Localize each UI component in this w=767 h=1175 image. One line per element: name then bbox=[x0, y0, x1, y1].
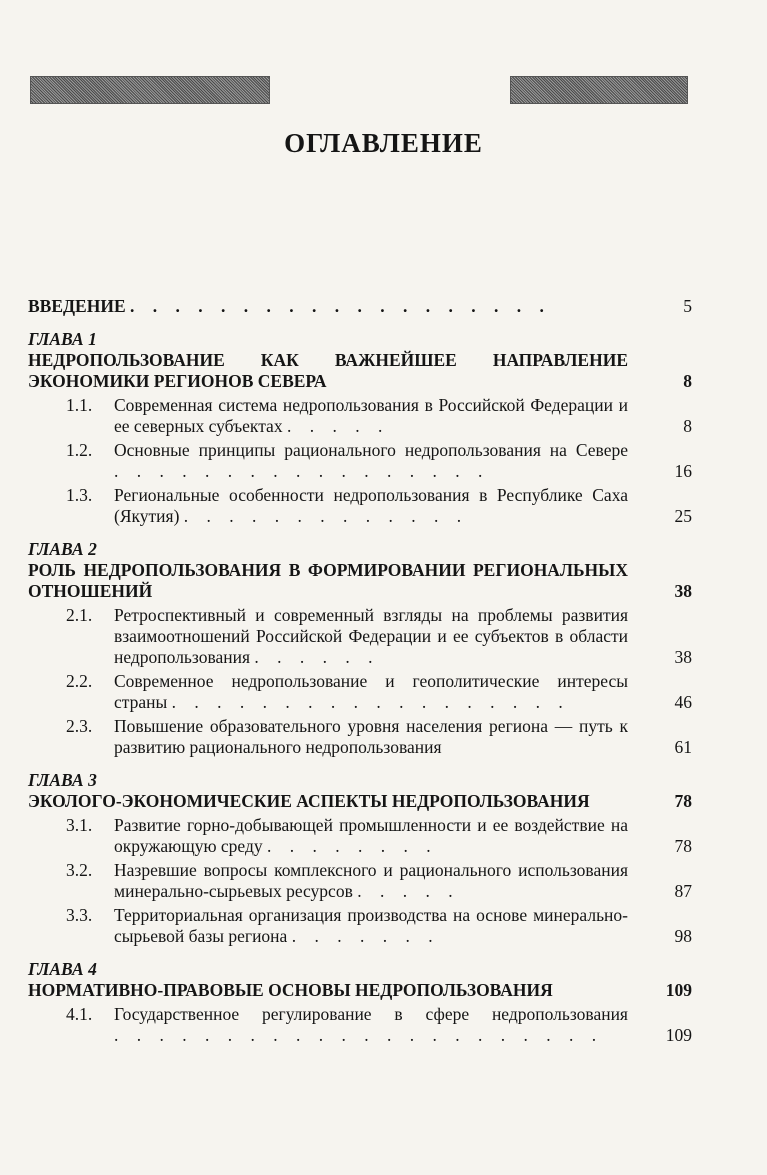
toc-page-number: 78 bbox=[674, 791, 692, 811]
section-title: Государственное регулирование в сфере недропользования bbox=[114, 1004, 628, 1024]
section-number: 1.2. bbox=[66, 440, 93, 460]
toc-entry-chapter[interactable] bbox=[28, 350, 692, 392]
chapter-title: НОРМАТИВНО-ПРАВОВЫЕ ОСНОВЫ НЕДРОПОЛЬЗОВАНИЯ bbox=[28, 980, 553, 1000]
toc-page-number: 109 bbox=[665, 1025, 692, 1045]
section-title: Основные принципы рационального недропользования на Севере bbox=[114, 440, 628, 460]
table-of-contents bbox=[28, 296, 692, 1046]
section-title: Развитие горно-добывающей промышленности и ее воздействие на окружающую среду bbox=[114, 815, 628, 856]
chapter-label: ГЛАВА 2 bbox=[28, 539, 97, 559]
toc-page-number: 38 bbox=[674, 581, 692, 601]
section-number: 2.1. bbox=[66, 605, 93, 625]
toc-page-number: 109 bbox=[665, 980, 692, 1000]
toc-entry-intro[interactable] bbox=[28, 296, 692, 317]
decorative-bar-right bbox=[510, 76, 688, 104]
toc-entry-section[interactable] bbox=[28, 440, 692, 482]
chapter-label: ГЛАВА 3 bbox=[28, 770, 97, 790]
toc-page-number: 98 bbox=[674, 926, 692, 946]
section-number: 2.3. bbox=[66, 716, 93, 736]
toc-entry-chapter[interactable] bbox=[28, 560, 692, 602]
page-title: ОГЛАВЛЕНИЕ bbox=[284, 128, 483, 158]
chapter-label: ГЛАВА 4 bbox=[28, 959, 97, 979]
toc-entry-chapter[interactable] bbox=[28, 791, 692, 812]
chapter-title: НЕДРОПОЛЬЗОВАНИЕ КАК ВАЖНЕЙШЕЕ НАПРАВЛЕНИЕ ЭКОНОМИКИ РЕГИОНОВ СЕВЕРА bbox=[28, 350, 628, 391]
section-title: Современная система недропользования в Российской Федерации и ее северных субъектах bbox=[114, 395, 628, 436]
toc-page-number: 8 bbox=[683, 371, 692, 391]
toc-page-number: 38 bbox=[674, 647, 692, 667]
section-title: Ретроспективный и современный взгляды на проблемы развития взаимоотношений Российской Федерации и ее субъектов в области недропользования bbox=[114, 605, 628, 667]
toc-page-number: 78 bbox=[674, 836, 692, 856]
section-title: Современное недропользование и геополитические интересы страны bbox=[114, 671, 628, 712]
toc-page-number: 61 bbox=[674, 737, 692, 757]
section-number: 2.2. bbox=[66, 671, 93, 691]
section-title: Территориальная организация производства на основе минерально-сырьевой базы региона bbox=[114, 905, 628, 946]
toc-entry-section[interactable] bbox=[28, 815, 692, 857]
section-number: 4.1. bbox=[66, 1004, 93, 1024]
toc-entry-section[interactable] bbox=[28, 485, 692, 527]
toc-entry-section[interactable] bbox=[28, 716, 692, 758]
chapter-label: ГЛАВА 1 bbox=[28, 329, 97, 349]
toc-leader-dots: . . . . . . . . bbox=[266, 836, 438, 856]
section-title: Региональные особенности недропользования в Республике Саха (Якутия) bbox=[114, 485, 628, 526]
chapter-title: РОЛЬ НЕДРОПОЛЬЗОВАНИЯ В ФОРМИРОВАНИИ РЕГИОНАЛЬНЫХ ОТНОШЕНИЙ bbox=[28, 560, 628, 601]
section-number: 1.1. bbox=[66, 395, 93, 415]
toc-entry-chapter[interactable] bbox=[28, 980, 692, 1001]
toc-leader-dots: . . . . . . . . . . . . . bbox=[183, 506, 469, 526]
section-number: 3.2. bbox=[66, 860, 93, 880]
section-title: Повышение образовательного уровня населения региона — путь к развитию рационального недропользования bbox=[114, 716, 628, 757]
toc-entry-title: ВВЕДЕНИЕ bbox=[28, 296, 126, 316]
toc-leader-dots: . . . . . . . . . . . . . . . . . . . bbox=[130, 296, 551, 316]
toc-entry-section[interactable] bbox=[28, 395, 692, 437]
toc-page-number: 87 bbox=[674, 881, 692, 901]
toc-entry-section[interactable] bbox=[28, 605, 692, 668]
toc-leader-dots: . . . . . . . . . . . . . . . . . . . . . . bbox=[114, 1025, 604, 1045]
decorative-bar-left bbox=[30, 76, 270, 104]
toc-leader-dots: . . . . . . . . . . . . . . . . . bbox=[114, 461, 490, 481]
toc-page-number: 16 bbox=[674, 461, 692, 481]
section-number: 3.1. bbox=[66, 815, 93, 835]
toc-page-number: 25 bbox=[674, 506, 692, 526]
section-number: 3.3. bbox=[66, 905, 93, 925]
toc-page-number: 5 bbox=[683, 296, 692, 316]
toc-leader-dots: . . . . . . . . . . . . . . . . . . bbox=[171, 692, 570, 712]
toc-leader-dots: . . . . . . . bbox=[291, 926, 440, 946]
section-title: Назревшие вопросы комплексного и рационального использования минерально-сырьевых ресурсов bbox=[114, 860, 628, 901]
toc-entry-section[interactable] bbox=[28, 905, 692, 947]
toc-entry-section[interactable] bbox=[28, 860, 692, 902]
chapter-title: ЭКОЛОГО-ЭКОНОМИЧЕСКИЕ АСПЕКТЫ НЕДРОПОЛЬЗОВАНИЯ bbox=[28, 791, 590, 811]
toc-leader-dots: . . . . . bbox=[286, 416, 390, 436]
toc-page-number: 8 bbox=[683, 416, 692, 436]
section-number: 1.3. bbox=[66, 485, 93, 505]
toc-entry-section[interactable] bbox=[28, 671, 692, 713]
toc-leader-dots: . . . . . bbox=[357, 881, 460, 901]
toc-leader-dots: . . . . . . bbox=[254, 647, 380, 667]
toc-page-number: 46 bbox=[674, 692, 692, 712]
toc-entry-section[interactable] bbox=[28, 1004, 692, 1046]
